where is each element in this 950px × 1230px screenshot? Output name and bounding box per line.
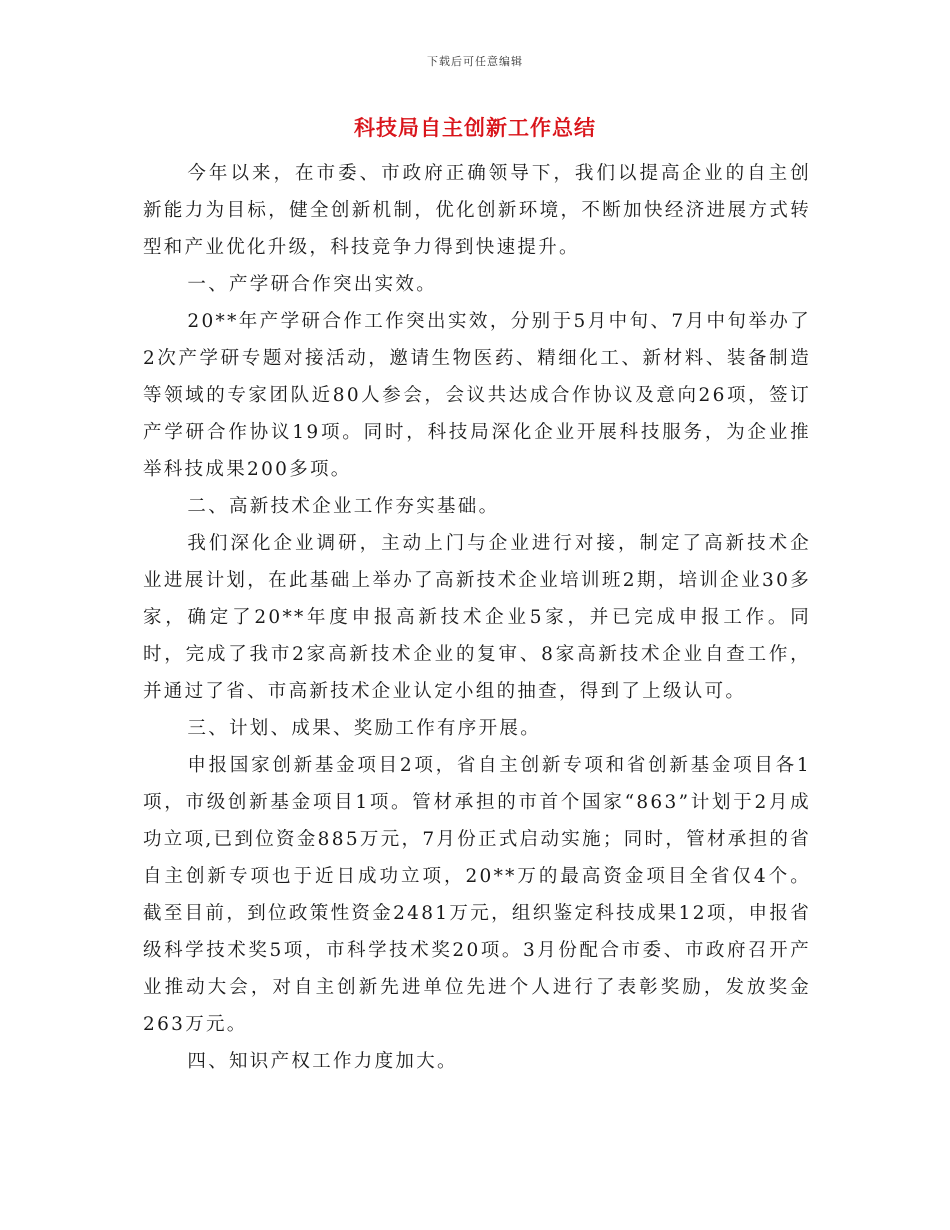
section-paragraph-3: 申报国家创新基金项目2项，省自主创新专项和省创新基金项目各1项，市级创新基金项目1项。管材承担的市首个国家“863”计划于2月成功立项,已到位资金885万元，7月份正式启动实施；同时，管材承担的省自主创新专项也于近日成功立项，20**万的最高资金项目全省仅4个。截至目前，到位政策性资金2481万元，组织鉴定科技成果12项，申报省级科学技术奖5项，市科学技术奖20项。3月份配合市委、市政府召开产业推动大会，对自主创新先进单位先进个人进行了表彰奖励，发放奖金263万元。 <box>143 755 811 1035</box>
header-note: 下载后可任意编辑 <box>427 55 523 68</box>
intro-paragraph: 今年以来，在市委、市政府正确领导下，我们以提高企业的自主创新能力为目标，健全创新机制，优化创新环境，不断加快经济进展方式转型和产业优化升级，科技竞争力得到快速提升。 <box>143 163 811 258</box>
section-heading-4: 四、知识产权工作力度加大。 <box>187 1051 458 1072</box>
section-paragraph-1: 20**年产学研合作工作突出实效，分别于5月中旬、7月中旬举办了2次产学研专题对接活动，邀请生物医药、精细化工、新材料、装备制造等领域的专家团队近80人参会，会议共达成合作协议及意向26项，签订产学研合作协议19项。同时，科技局深化企业开展科技服务，为企业推举科技成果200多项。 <box>143 311 811 480</box>
section-heading-3: 三、计划、成果、奖励工作有序开展。 <box>187 718 541 739</box>
document-body <box>143 155 811 1080</box>
section-heading-2: 二、高新技术企业工作夯实基础。 <box>187 496 500 517</box>
section-heading-1: 一、产学研合作突出实效。 <box>187 274 437 295</box>
document-title: 科技局自主创新工作总结 <box>354 115 596 140</box>
section-paragraph-2: 我们深化企业调研，主动上门与企业进行对接，制定了高新技术企业进展计划，在此基础上举办了高新技术企业培训班2期，培训企业30多家，确定了20**年度申报高新技术企业5家，并已完成申报工作。同时，完成了我市2家高新技术企业的复审、8家高新技术企业自查工作，并通过了省、市高新技术企业认定小组的抽查，得到了上级认可。 <box>143 533 811 702</box>
